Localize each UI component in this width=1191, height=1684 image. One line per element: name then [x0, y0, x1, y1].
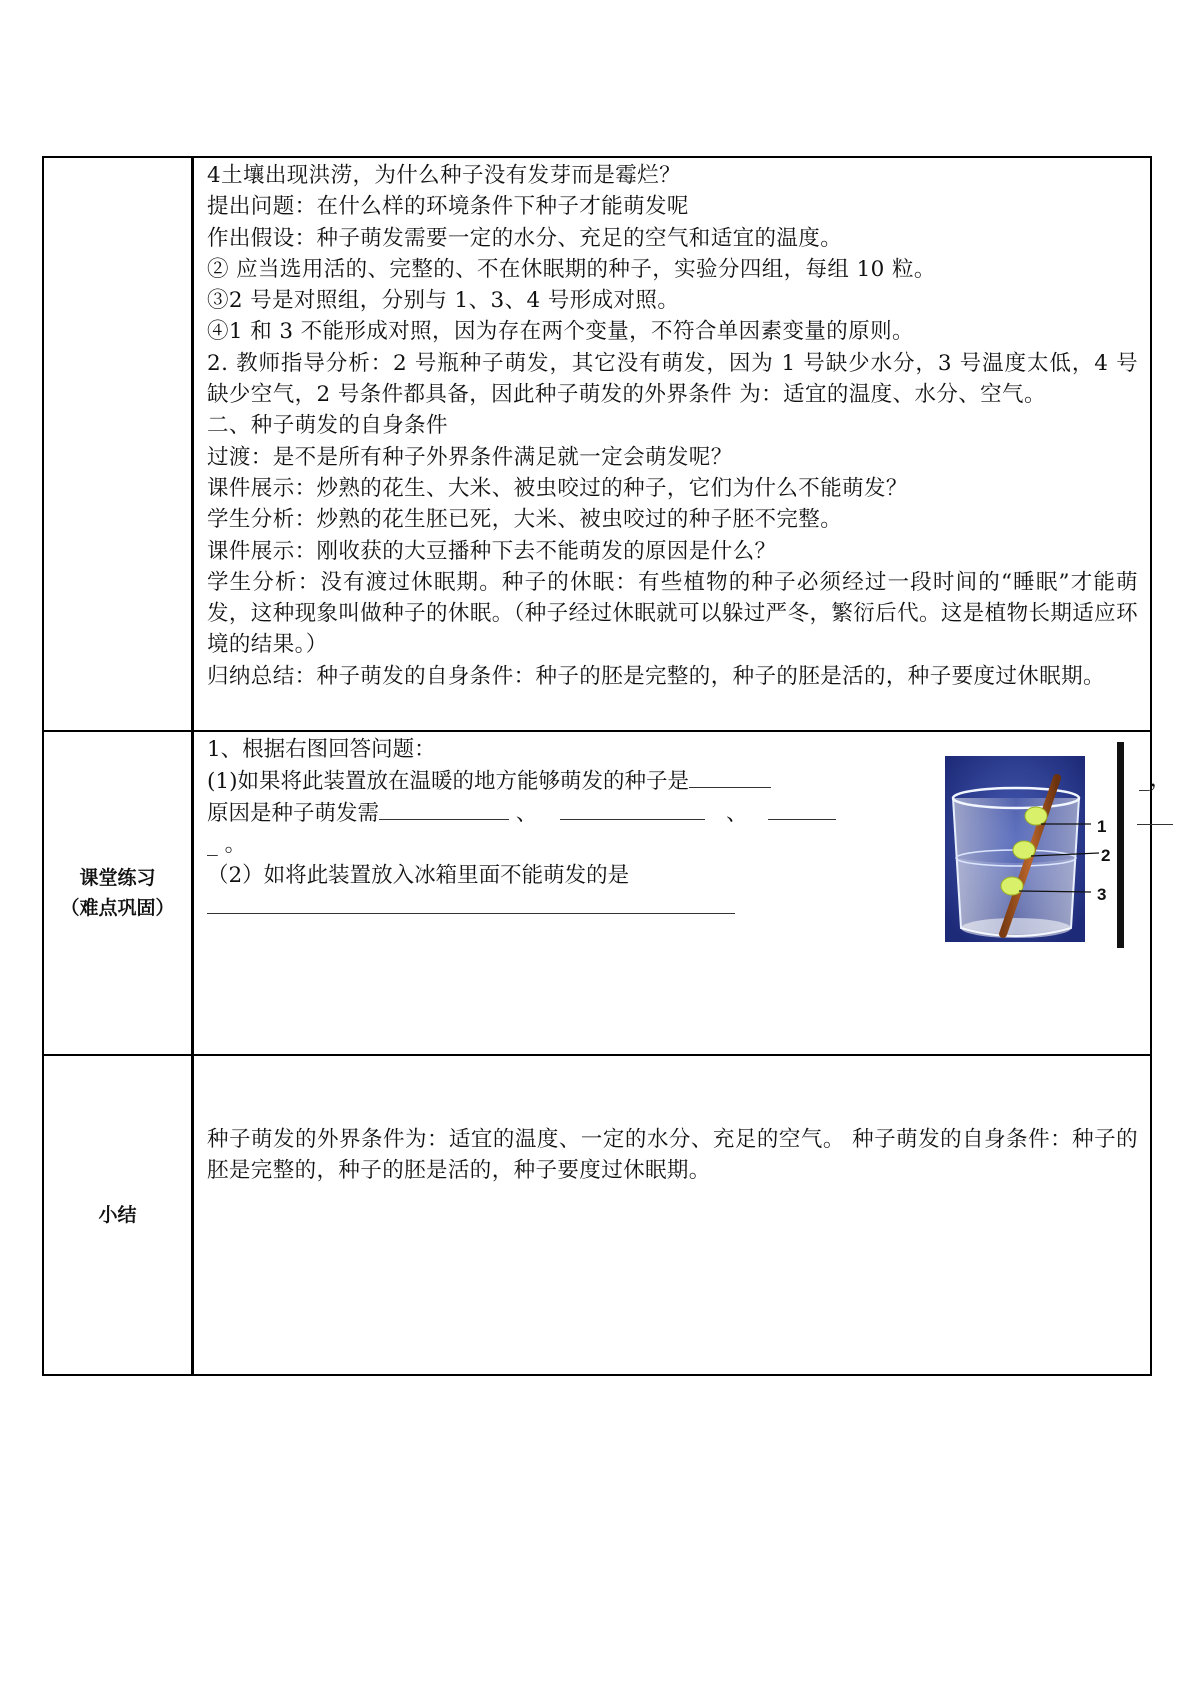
- exercise-content: [197, 732, 1172, 1054]
- figure-vertical-bar: [1117, 742, 1124, 948]
- text-line: 课件展示：刚收获的大豆播种下去不能萌发的原因是什么？: [207, 538, 777, 564]
- text-paragraph: 2. 教师指导分析：2 号瓶种子萌发，其它没有萌发，因为 1 号缺少水分，3 号温度太低，4 号缺少空气，2 号条件都具备，因此种子萌发的外界条件 为：适宜的温度、水分、空气。: [207, 350, 1138, 408]
- text-line: ④1 和 3 不能形成对照，因为存在两个变量，不符合单因素变量的原则。: [207, 319, 914, 345]
- text-line: ③2 号是对照组，分别与 1、3、4 号形成对照。: [207, 288, 680, 314]
- summary-text: 种子萌发的外界条件为：适宜的温度、一定的水分、充足的空气。 种子萌发的自身条件：种子的胚是完整的，种子的胚是活的，种子要度过休眠期。: [207, 1127, 1138, 1184]
- question-1-end: _ 。: [207, 832, 247, 857]
- beaker-bottom: [961, 918, 1071, 938]
- row-summary: [44, 1056, 1150, 1374]
- text-paragraph: 归纳总结：种子萌发的自身条件：种子的胚是完整的，种子的胚是活的，种子要度过休眠期。: [207, 663, 1105, 689]
- separator: 、: [515, 801, 538, 826]
- row-exercise: [44, 732, 1172, 1056]
- lesson-table: [42, 156, 1172, 1376]
- question-2: （2）如将此装置放入冰箱里面不能萌发的是: [207, 863, 630, 888]
- row-label-summary: [44, 1056, 194, 1374]
- text-line: 学生分析：炒熟的花生胚已死，大米、被虫咬过的种子胚不完整。: [207, 507, 843, 533]
- question-title: 1、根据右图回答问题：: [207, 737, 436, 762]
- figure-label-2: 2: [1101, 846, 1111, 865]
- row-label-empty: [44, 158, 194, 730]
- figure-label-1: 1: [1097, 817, 1107, 836]
- text-line: 过渡：是不是所有种子外界条件满足就一定会萌发呢？: [207, 444, 733, 470]
- answer-blank[interactable]: [689, 765, 771, 788]
- question-1-text: (1)如果将此装置放在温暖的地方能够萌发的种子是: [207, 769, 689, 794]
- text-paragraph: 学生分析：没有渡过休眠期。种子的休眠：有些植物的种子必须经过一段时间的“睡眠”才能萌发，这种现象叫做种子的休眠。（种子经过休眠就可以躲过严冬，繁衍后代。这是植物长期适应环境的结果。）: [207, 569, 1138, 658]
- text-line: 作出假设：种子萌发需要一定的水分、充足的空气和适宜的温度。: [207, 225, 843, 251]
- text-line: 提出问题：在什么样的环境条件下种子才能萌发呢: [207, 194, 689, 220]
- answer-blank[interactable]: [768, 797, 836, 820]
- seed-3: [1001, 877, 1023, 895]
- beaker-image: [941, 738, 1191, 978]
- summary-label: 小结: [98, 1204, 137, 1226]
- text-line: 课件展示：炒熟的花生、大米、被虫咬过的种子，它们为什么不能萌发？: [207, 475, 908, 501]
- section-heading: 二、种子萌发的自身条件: [207, 413, 448, 439]
- answer-blank[interactable]: [379, 797, 509, 820]
- answer-blank[interactable]: [560, 797, 705, 820]
- summary-content: [197, 1056, 1150, 1374]
- answer-blank[interactable]: [207, 891, 735, 914]
- question-1-tail-text: _，: [1139, 767, 1172, 792]
- row-process: [44, 158, 1150, 732]
- text-line: 4土壤出现洪涝，为什么种子没有发芽而是霉烂？: [207, 163, 681, 188]
- figure-label-3: 3: [1097, 885, 1107, 904]
- seed-germination-figure: [941, 738, 1191, 978]
- exercise-sublabel: （难点巩固）: [60, 897, 175, 919]
- seed-1: [1025, 807, 1047, 825]
- row-label-exercise: [44, 732, 194, 1054]
- text-line: ② 应当选用活的、完整的、不在休眠期的种子，实验分四组，每组 10 粒。: [207, 256, 936, 282]
- question-1-reason-text: 原因是种子萌发需: [207, 801, 380, 826]
- separator: 、: [726, 801, 748, 826]
- process-content: [197, 158, 1150, 730]
- exercise-label: 课堂练习: [79, 867, 156, 889]
